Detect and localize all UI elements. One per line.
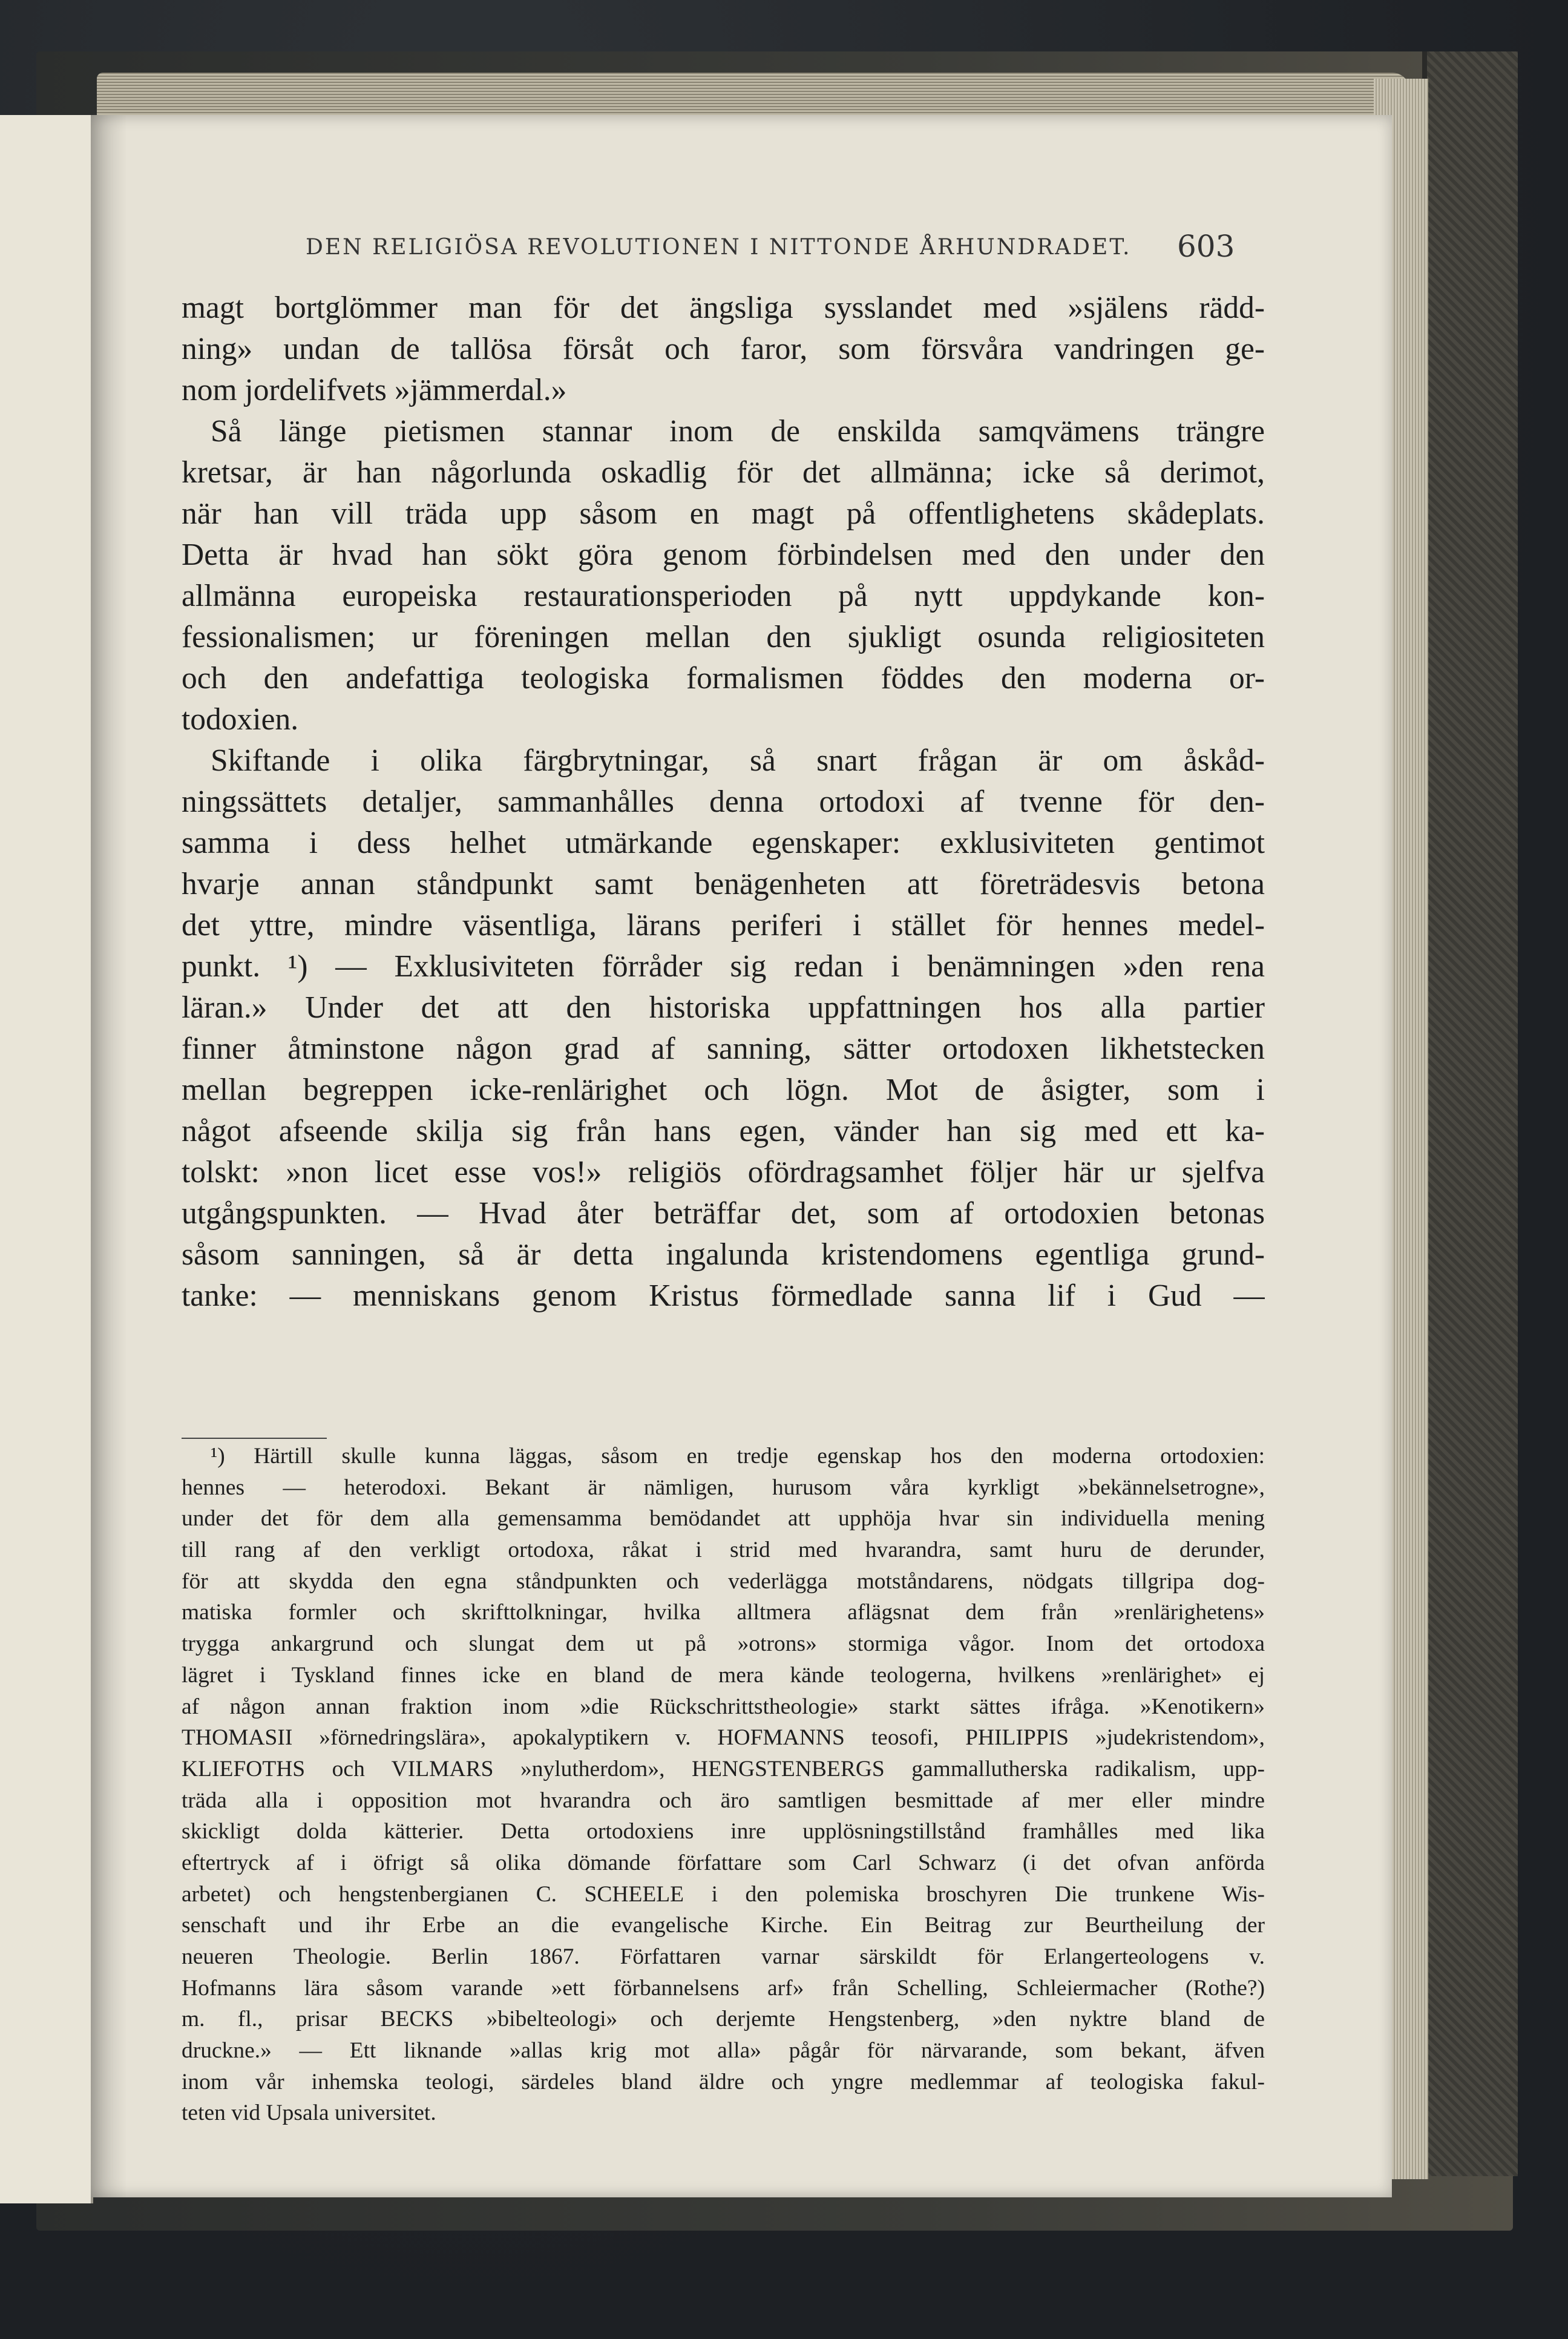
footnote-line: KLIEFOTHS och VILMARS »nylutherdom», HENGSTENBERGS gammallutherska radikalism, upp-: [182, 1756, 1265, 1781]
footnote-line: ¹) Härtill skulle kunna läggas, såsom en tredje egenskap hos den moderna ortodoxien:: [211, 1444, 1265, 1469]
text-line: kretsar, är han någorlunda oskadlig för det allmänna; icke så derimot,: [182, 455, 1265, 490]
page-number: 603: [1177, 229, 1235, 264]
text-line: fessionalismen; ur föreningen mellan den sjukligt osunda religiositeten: [182, 620, 1265, 654]
gutter-shadow: [91, 115, 127, 2197]
footnote-line: för att skydda den egna ståndpunkten och vederlägga motståndarens, nödgats tillgripa dog-: [182, 1568, 1265, 1594]
footnote-line: under det för dem alla gemensamma bemödandet att upphöja hvar sin individuella mening: [182, 1506, 1265, 1531]
text-line: hvarje annan ståndpunkt samt benägenheten att företrädesvis betona: [182, 867, 1265, 901]
text-line: det yttre, mindre väsentliga, lärans periferi i stället för hennes medel-: [182, 908, 1265, 943]
text-line: tanke: — menniskans genom Kristus förmedlade sanna lif i Gud —: [182, 1278, 1265, 1313]
footnote-line: Hofmanns lära såsom varande »ett förbannelsens arf» från Schelling, Schleiermacher (Rothe?): [182, 1975, 1265, 2001]
footnote-line: af någon annan fraktion inom »die Rückschrittstheologie» starkt sättes ifråga. »Kenotikern»: [182, 1694, 1265, 1719]
text-line: utgångspunkten. — Hvad åter beträffar det, som af ortodoxien betonas: [182, 1196, 1265, 1231]
text-line: allmänna europeiska restaurationsperioden på nytt uppdykande kon-: [182, 579, 1265, 613]
text-line: Detta är hvad han sökt göra genom förbindelsen med den under den: [182, 538, 1265, 572]
text-line: todoxien.: [182, 702, 299, 737]
footnote-line: träda alla i opposition mot hvarandra och äro samtligen besmittade af mer eller mindre: [182, 1788, 1265, 1813]
footnote-line: m. fl., prisar BECKS »bibelteologi» och derjemte Hengstenberg, »den nyktre bland de: [182, 2007, 1265, 2032]
footnote-line: druckne.» — Ett liknande »allas krig mot alla» pågår för närvarande, som bekant, äfven: [182, 2038, 1265, 2064]
footnote-rule: [182, 1438, 327, 1439]
text-line: samma i dess helhet utmärkande egenskaper: exklusiviteten gentimot: [182, 826, 1265, 860]
footnote-line: eftertryck af i öfrigt så olika dömande författare som Carl Schwarz (i det ofvan anförda: [182, 1850, 1265, 1875]
footnote-line: neueren Theologie. Berlin 1867. Författaren varnar särskildt för Erlangerteologens v.: [182, 1944, 1265, 1969]
running-title: DEN RELIGIÖSA REVOLUTIONEN I NITTONDE ÅRHUNDRADET.: [306, 235, 1132, 260]
footnotes: [182, 1441, 1265, 2129]
footnote-line: hennes — heterodoxi. Bekant är nämligen, hurusom våra kyrkligt »bekännelsetrogne»,: [182, 1475, 1265, 1500]
body-text: [182, 288, 1265, 1317]
footnote-line: teten vid Upsala universitet.: [182, 2100, 436, 2126]
footnote-line: trygga ankargrund och slungat dem ut på »otrons» stormiga vågor. Inom det ortodoxa: [182, 1631, 1265, 1657]
text-line: ning» undan de tallösa försåt och faror, som försvåra vandringen ge-: [182, 332, 1265, 366]
text-line: läran.» Under det att den historiska uppfattningen hos alla partier: [182, 990, 1265, 1025]
page-stack-top-edge: [97, 73, 1410, 115]
text-line: Så länge pietismen stannar inom de enskilda samqvämens trängre: [211, 414, 1265, 449]
footnote-line: senschaft und ihr Erbe an die evangelische Kirche. Ein Beitrag zur Beurtheilung der: [182, 1913, 1265, 1938]
left-page-edge: [0, 115, 93, 2203]
text-line: mellan begreppen icke-renlärighet och lögn. Mot de åsigter, som i: [182, 1073, 1265, 1107]
text-line: såsom sanningen, så är detta ingalunda kristendomens egentliga grund-: [182, 1237, 1265, 1272]
footnote-line: matiska formler och skrifttolkningar, hvilka alltmera aflägsnat dem från »renlärighetens»: [182, 1600, 1265, 1625]
footnote-line: inom vår inhemska teologi, särdeles bland äldre och yngre medlemmar af teologiska fakul-: [182, 2069, 1265, 2094]
text-line: Skiftande i olika färgbrytningar, så snart frågan är om åskåd-: [211, 743, 1265, 778]
text-line: nom jordelifvets »jämmerdal.»: [182, 373, 567, 407]
text-line: punkt. ¹) — Exklusiviteten förråder sig redan i benämningen »den rena: [182, 949, 1265, 984]
text-line: ningssättets detaljer, sammanhålles denna ortodoxi af tvenne för den-: [182, 785, 1265, 819]
footnote-line: THOMASII »förnedringslära», apokalyptikern v. HOFMANNS teosofi, PHILIPPIS »judekristendom»,: [182, 1725, 1265, 1751]
text-line: något afseende skilja sig från hans egen, vänder han sig med ett ka-: [182, 1114, 1265, 1148]
footnote-line: lägret i Tyskland finnes icke en bland de mera kände teologerna, hvilkens »renlärighet» ej: [182, 1662, 1265, 1688]
footnote-line: arbetet) och hengstenbergianen C. SCHEELE i den polemiska broschyren Die trunkene Wis-: [182, 1881, 1265, 1907]
text-line: magt bortglömmer man för det ängsliga sysslandet med »själens rädd-: [182, 291, 1265, 325]
footnote-line: till rang af den verkligt ortodoxa, råkat i strid med hvarandra, samt huru de derunder,: [182, 1538, 1265, 1563]
text-line: finner åtminstone någon grad af sanning, sätter ortodoxen likhetstecken: [182, 1031, 1265, 1066]
book-spine: [1422, 51, 1518, 2176]
book-page: [91, 115, 1392, 2197]
text-line: när han vill träda upp såsom en magt på offentlighetens skådeplats.: [182, 496, 1265, 531]
running-head: [91, 224, 1392, 272]
footnote-line: skickligt dolda kätterier. Detta ortodoxiens inre upplösningstillstånd framhålles med lika: [182, 1819, 1265, 1844]
text-line: tolskt: »non licet esse vos!» religiös ofördragsamhet följer här ur sjelfva: [182, 1155, 1265, 1189]
text-line: och den andefattiga teologiska formalismen föddes den moderna or-: [182, 661, 1265, 696]
